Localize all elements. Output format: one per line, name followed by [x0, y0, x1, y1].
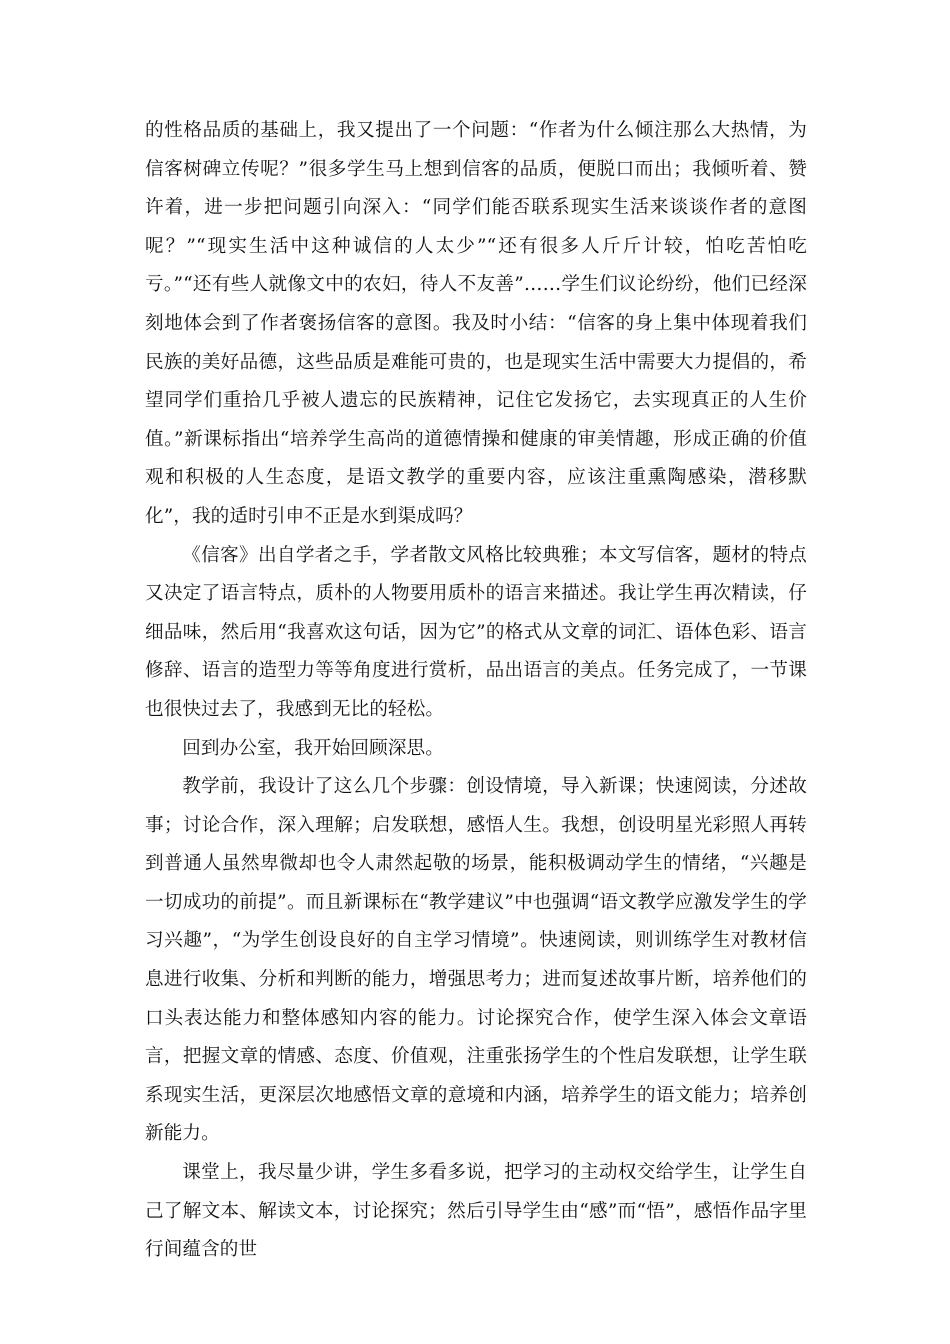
document-body — [145, 112, 807, 1270]
paragraph-1: 的性格品质的基础上，我又提出了一个问题：“作者为什么倾注那么大热情，为信客树碑立传呢？”很多学生马上想到信客的品质，便脱口而出；我倾听着、赞许着，进一步把问题引向深入：“同学们能否联系现实生活来谈谈作者的意图呢？”“现实生活中这种诚信的人太少”“还有很多人斤斤计较，怕吃苦怕吃亏。”“还有些人就像文中的农妇，待人不友善”……学生们议论纷纷，他们已经深刻地体会到了作者褒扬信客的意图。我及时小结：“信客的身上集中体现着我们民族的美好品德，这些品质是难能可贵的，也是现实生活中需要大力提倡的，希望同学们重拾几乎被人遗忘的民族精神，记住它发扬它，去实现真正的人生价值。”新课标指出“培养学生高尚的道德情操和健康的审美情趣，形成正确的价值观和积极的人生态度，是语文教学的重要内容，应该注重熏陶感染，潜移默化”，我的适时引申不正是水到渠成吗？ — [145, 120, 807, 527]
paragraph-2: 《信客》出自学者之手，学者散文风格比较典雅；本文写信客，题材的特点又决定了语言特点，质朴的人物要用质朴的语言来描述。我让学生再次精读，仔细品味，然后用“我喜欢这句话，因为它”的格式从文章的词汇、语体色彩、语言修辞、语言的造型力等等角度进行赏析，品出语言的美点。任务完成了，一节课也很快过去了，我感到无比的轻松。 — [145, 544, 807, 720]
paragraph-4: 教学前，我设计了这么几个步骤：创设情境，导入新课；快速阅读，分述故事；讨论合作，深入理解；启发联想，感悟人生。我想，创设明星光彩照人再转到普通人虽然卑微却也令人肃然起敬的场景，能积极调动学生的情绪，“兴趣是一切成功的前提”。而且新课标在“教学建议”中也强调“语文教学应激发学生的学习兴趣”，“为学生创设良好的自主学习情境”。快速阅读，则训练学生对教材信息进行收集、分析和判断的能力，增强思考力；进而复述故事片断，培养他们的口头表达能力和整体感知内容的能力。讨论探究合作，使学生深入体会文章语言，把握文章的情感、态度、价值观，注重张扬学生的个性启发联想，让学生联系现实生活，更深层次地感悟文章的意境和内涵，培养学生的语文能力；培养创新能力。 — [145, 776, 807, 1145]
paragraph-3: 回到办公室，我开始回顾深思。 — [182, 737, 444, 759]
paragraph-5: 课堂上，我尽量少讲，学生多看多说，把学习的主动权交给学生，让学生自己了解文本、解读文本，讨论探究；然后引导学生由“感”而“悟”，感悟作品字里行间蕴含的世 — [145, 1162, 807, 1261]
